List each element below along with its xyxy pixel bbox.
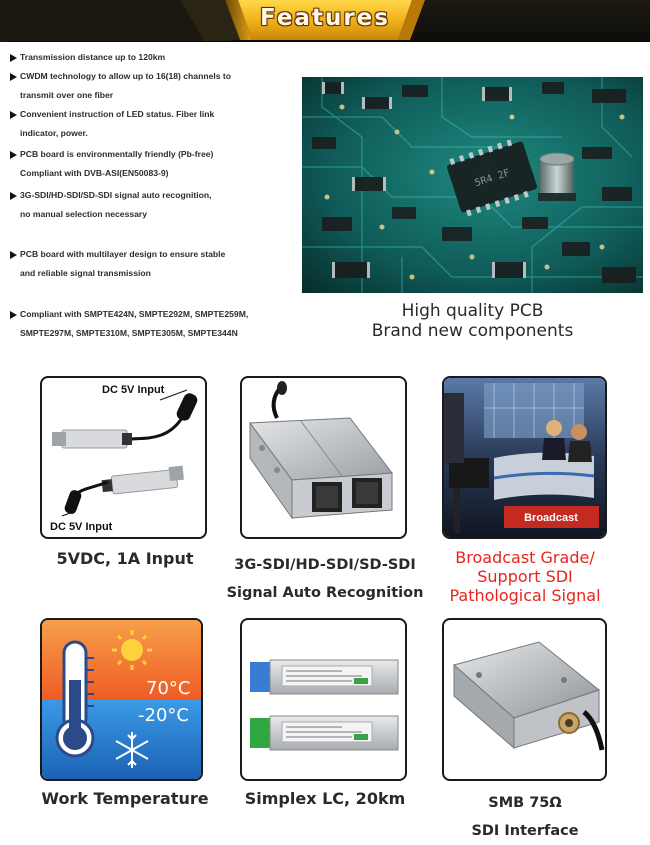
feature-text: Compliant with SMPTE424N, SMPTE292M, SMPTE259M, xyxy=(20,309,249,319)
feature-text: 3G-SDI/HD-SDI/SD-SDI signal auto recognition, xyxy=(20,190,212,200)
broadcast-caption-line2: Support SDI xyxy=(477,567,573,586)
feature-text: transmit over one fiber xyxy=(20,90,114,100)
smb-module-illustration xyxy=(444,620,605,779)
feature-text: PCB board with multilayer design to ensure stable xyxy=(20,249,226,259)
bullet-arrow-icon xyxy=(10,251,17,259)
sfp-modules-illustration xyxy=(242,620,405,779)
feature-item xyxy=(10,245,295,283)
dc-input-label-top: DC 5V Input xyxy=(102,384,165,396)
feature-item xyxy=(10,48,295,67)
feature-text: SMPTE297M, SMPTE310M, SMPTE305M, SMPTE344N xyxy=(20,328,238,338)
feature-item xyxy=(10,305,295,343)
sdi-caption xyxy=(225,551,425,607)
temperature-illustration xyxy=(42,620,201,779)
feature-item xyxy=(10,105,295,143)
bullet-arrow-icon xyxy=(10,151,17,159)
feature-text: Transmission distance up to 120km xyxy=(20,52,166,62)
power-input-card xyxy=(40,376,207,539)
smb-card xyxy=(442,618,607,781)
sdi-caption-line2: Signal Auto Recognition xyxy=(226,585,424,601)
broadcast-caption-line3: Pathological Signal xyxy=(449,586,601,605)
pcb-photo xyxy=(302,77,643,293)
pcb-caption-line2: Brand new components xyxy=(371,321,574,341)
dc-cable-illustration xyxy=(42,378,205,537)
feature-text: PCB board is environmentally friendly (Pb-free) xyxy=(20,149,214,159)
broadcast-card xyxy=(442,376,607,539)
temp-high-label: 70°C xyxy=(146,678,191,699)
pcb-illustration xyxy=(302,77,643,293)
sdi-recognition-card xyxy=(240,376,407,539)
feature-text: Convenient instruction of LED status. Fiber link xyxy=(20,109,215,119)
sdi-modules-illustration xyxy=(242,378,405,537)
feature-text: and reliable signal transmission xyxy=(20,268,151,278)
power-caption: 5VDC, 1A Input xyxy=(56,549,194,568)
broadcast-caption-line1: Broadcast Grade/ xyxy=(455,548,595,567)
bullet-arrow-icon xyxy=(10,73,17,81)
feature-item xyxy=(10,186,295,224)
smb-caption xyxy=(430,789,620,845)
broadcast-caption xyxy=(430,548,620,605)
features-banner xyxy=(0,0,650,42)
bullet-arrow-icon xyxy=(10,311,17,319)
chip-marking: 5R4 2F xyxy=(473,167,512,190)
pcb-caption xyxy=(302,301,643,341)
bullet-arrow-icon xyxy=(10,111,17,119)
feature-item xyxy=(10,67,295,105)
feature-text: indicator, power. xyxy=(20,128,88,138)
smb-caption-line1: SMB 75Ω xyxy=(488,795,562,811)
temperature-card xyxy=(40,618,203,781)
broadcast-studio-illustration xyxy=(444,378,605,537)
bullet-arrow-icon xyxy=(10,54,17,62)
feature-text: CWDM technology to allow up to 16(18) channels to xyxy=(20,71,232,81)
bullet-arrow-icon xyxy=(10,192,17,200)
banner-title: Features xyxy=(260,5,390,31)
sfp-card xyxy=(240,618,407,781)
pcb-caption-line1: High quality PCB xyxy=(401,301,544,321)
broadcast-image-label: Broadcast xyxy=(524,512,578,524)
temperature-caption: Work Temperature xyxy=(41,789,209,808)
feature-text: no manual selection necessary xyxy=(20,209,148,219)
smb-caption-line2: SDI Interface xyxy=(471,823,579,839)
dc-input-label-bottom: DC 5V Input xyxy=(50,521,113,533)
sfp-caption: Simplex LC, 20km xyxy=(244,789,406,808)
temp-low-label: -20°C xyxy=(138,705,189,726)
feature-text: Compliant with DVB-ASI(EN50083-9) xyxy=(20,168,169,178)
feature-item xyxy=(10,145,295,183)
sdi-caption-line1: 3G-SDI/HD-SDI/SD-SDI xyxy=(234,557,416,573)
